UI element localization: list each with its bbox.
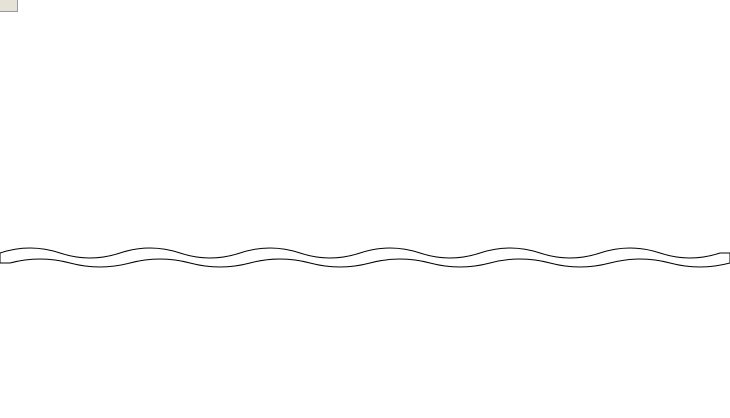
- select-all-corner[interactable]: [0, 0, 18, 12]
- torn-page-break: [0, 241, 730, 273]
